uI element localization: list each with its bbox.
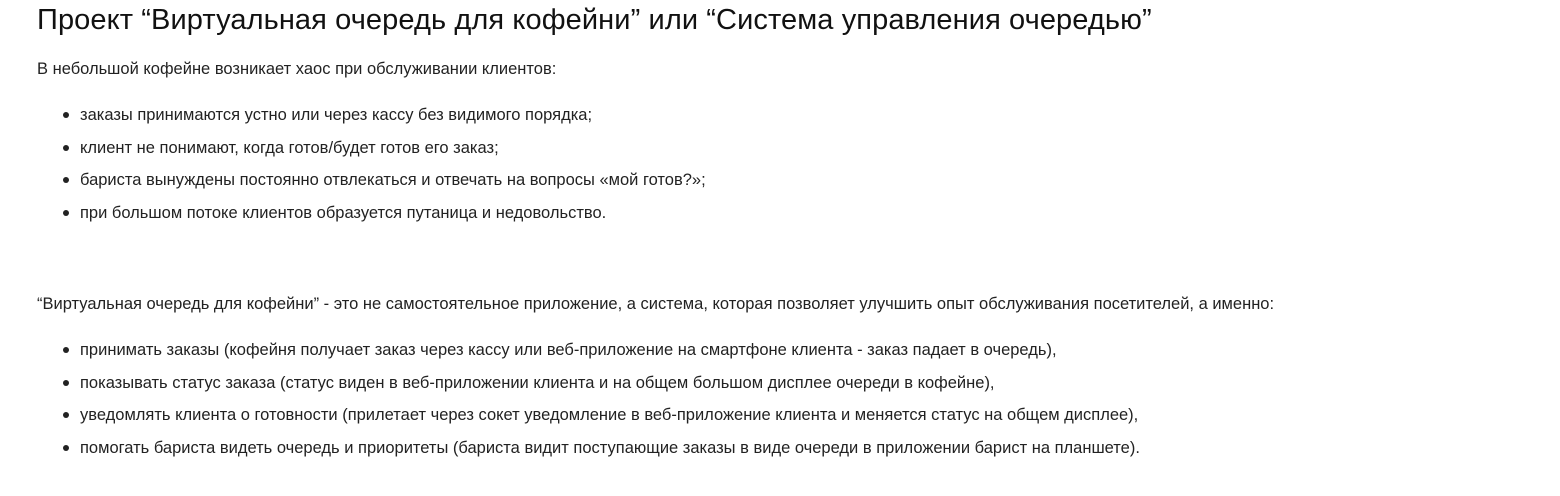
bullet-icon	[63, 112, 69, 118]
bullet-icon	[63, 412, 69, 418]
bullet-icon	[63, 177, 69, 183]
page-title: Проект “Виртуальная очередь для кофейни” или “Система управления очередью”	[37, 4, 1152, 36]
list-item-text: клиент не понимают, когда готов/будет готов его заказ;	[80, 138, 499, 157]
list-item	[37, 437, 1140, 470]
bullet-icon	[63, 210, 69, 216]
list-item	[37, 104, 706, 137]
list-item	[37, 372, 1140, 405]
list-item	[37, 169, 706, 202]
bullet-icon	[63, 347, 69, 353]
list-item-text: заказы принимаются устно или через кассу без видимого порядка;	[80, 106, 593, 124]
list-item	[37, 137, 706, 170]
features-list	[37, 339, 1140, 469]
list-item-text: при большом потоке клиентов образуется путаница и недовольство.	[80, 203, 607, 222]
list-item-text: бариста вынуждены постоянно отвлекаться и отвечать на вопросы «мой готов?»;	[80, 171, 706, 189]
list-item-text: показывать статус заказа (статус виден в веб-приложении клиента и на общем большом дисплее очереди в кофейне),	[80, 373, 995, 392]
description-paragraph: “Виртуальная очередь для кофейни” - это не самостоятельное приложение, а система, которая позволяет улучшить опыт обслуживания посетителей, а именно:	[37, 295, 1275, 313]
list-item	[37, 339, 1140, 372]
list-item	[37, 202, 706, 235]
list-item-text: уведомлять клиента о готовности (прилетает через сокет уведомление в веб-приложение клиента и меняется статус на общем дисплее),	[80, 406, 1139, 424]
intro-paragraph: В небольшой кофейне возникает хаос при обслуживании клиентов:	[37, 60, 557, 78]
bullet-icon	[63, 145, 69, 151]
bullet-icon	[63, 380, 69, 386]
problems-list	[37, 104, 706, 234]
list-item	[37, 404, 1140, 437]
list-item-text: принимать заказы (кофейня получает заказ через кассу или веб-приложение на смартфоне клиента - заказ падает в очередь),	[80, 341, 1057, 359]
bullet-icon	[63, 445, 69, 451]
list-item-text: помогать бариста видеть очередь и приоритеты (бариста видит поступающие заказы в виде очереди в приложении барист на планшете).	[80, 438, 1140, 457]
